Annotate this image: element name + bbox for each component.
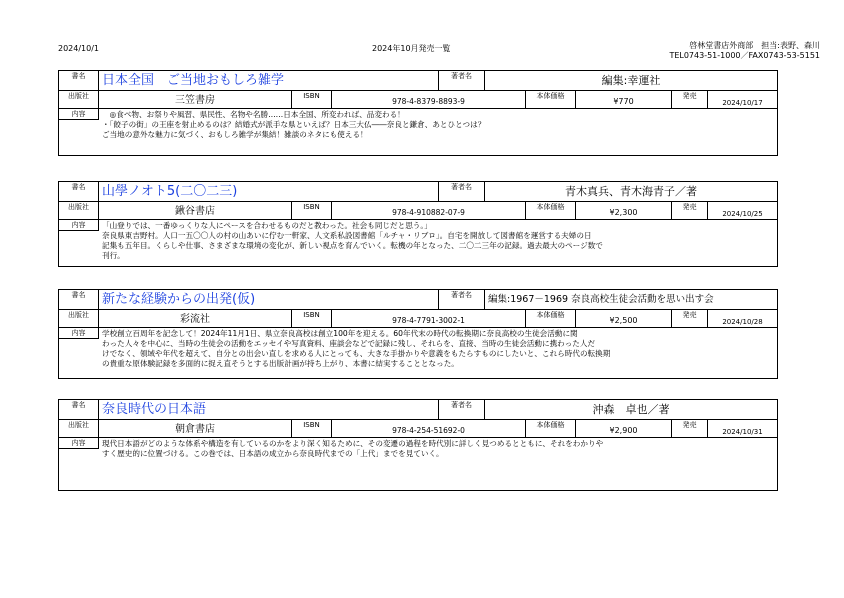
title-label-cell <box>59 400 99 419</box>
release-label-cell <box>672 91 708 108</box>
book-author-cell <box>485 71 777 90</box>
release-label: 発売 <box>682 311 697 319</box>
isbn-label: ISBN <box>303 203 320 211</box>
title-row <box>59 182 777 202</box>
book-price: ¥2,500 <box>609 316 638 325</box>
title-row <box>59 400 777 420</box>
author-label-cell <box>439 290 485 309</box>
isbn-label-cell <box>292 202 332 219</box>
price-label-cell <box>526 202 576 219</box>
release-label-cell <box>672 202 708 219</box>
book-publisher-cell <box>99 202 292 219</box>
price-label: 本体価格 <box>536 421 565 429</box>
detail-row <box>59 91 777 109</box>
price-label: 本体価格 <box>536 311 565 319</box>
book-price-cell <box>576 420 672 437</box>
book-price: ¥770 <box>613 97 634 106</box>
book-isbn-cell <box>332 310 526 327</box>
description-line: ◎食べ物、お祭りや風習、県民性、名物や名勝……日本全国、所変われば、品変わる！ <box>102 110 405 119</box>
release-date-cell <box>708 202 777 219</box>
book-entry <box>58 289 778 379</box>
description-line: 奈良県東吉野村。人口一五〇〇人の村の山あいに佇む一軒家、人文系私設図書館「ルチャ・リブロ」。自宅を開放して図書館を運営する夫婦の日 <box>102 231 592 240</box>
isbn-label-cell <box>292 420 332 437</box>
book-price-cell <box>576 91 672 108</box>
book-isbn: 978-4-7791-3002-1 <box>392 316 465 325</box>
book-publisher: 朝倉書店 <box>175 424 215 435</box>
title-label-cell <box>59 71 99 90</box>
description-line: の貴重な原体験記録を多面的に捉え直そうとする出版計画が持ち上がり、本書に結実することとなった。 <box>102 359 459 368</box>
publisher-label-cell <box>59 202 99 219</box>
book-description <box>99 328 777 370</box>
book-title-cell <box>99 400 439 419</box>
price-label-cell <box>526 310 576 327</box>
book-price: ¥2,900 <box>609 426 638 435</box>
publisher-label-cell <box>59 420 99 437</box>
release-date-cell <box>708 91 777 108</box>
price-label: 本体価格 <box>536 92 565 100</box>
book-publisher: 鍬谷書店 <box>175 206 215 217</box>
description-line: 記集も五年目。くらしや仕事、さまざまな環境の変化が、新しい視点を育んでいく。転機の年となった、二〇二三年の記録。過去最大のページ数で <box>102 241 603 250</box>
book-author-cell <box>485 290 777 309</box>
book-title-cell <box>99 71 439 90</box>
publisher-label: 出版社 <box>68 203 89 211</box>
list-date: 2024/10/1 <box>58 44 100 53</box>
detail-row <box>59 310 777 328</box>
book-publisher-cell <box>99 91 292 108</box>
book-author: 編集:幸運社 <box>601 74 661 87</box>
release-label-cell <box>672 420 708 437</box>
release-date: 2024/10/25 <box>722 210 763 218</box>
release-label: 発売 <box>682 92 697 100</box>
description-line: ご当地の意外な魅力に気づく、おもしろ雑学が集結！雑談のネタにも使える！ <box>102 130 368 139</box>
book-title-cell <box>99 290 439 309</box>
release-date: 2024/10/17 <box>722 99 763 107</box>
book-price-cell <box>576 202 672 219</box>
book-publisher: 彩流社 <box>180 314 210 325</box>
isbn-label-cell <box>292 91 332 108</box>
book-isbn: 978-4-254-51692-0 <box>392 426 465 435</box>
description-line: ・「餃子の街」の王座を射止めるのは？結婚式が派手な県といえば？日本三大仏――奈良と鎌倉、あとひとつは？ <box>102 120 486 129</box>
content-row <box>59 438 777 490</box>
book-publisher-cell <box>99 420 292 437</box>
book-title: 新たな経験からの出発(仮) <box>102 292 256 307</box>
content-label-cell <box>59 438 99 449</box>
book-isbn-cell <box>332 91 526 108</box>
description-line: 学校創立百周年を記念して！2024年11月1日、県立奈良高校は創立100年を迎える。60年代末の時代の転換期に奈良高校の生徒会活動に関 <box>102 329 578 338</box>
release-label: 発売 <box>682 203 697 211</box>
book-entry <box>58 399 778 491</box>
book-description <box>99 109 777 141</box>
title-label: 書名 <box>71 72 86 80</box>
book-author-cell <box>485 182 777 201</box>
title-label: 書名 <box>71 401 86 409</box>
title-row <box>59 290 777 310</box>
description-line: わった人々を中心に、当時の生徒会の活動をエッセイや写真資料、座談会などで記録に残し、それらを、直接、当時の生徒会活動に携わった人だ <box>102 339 596 348</box>
author-label: 著者名 <box>451 183 472 191</box>
book-description <box>99 220 777 262</box>
price-label: 本体価格 <box>536 203 565 211</box>
content-label: 内容 <box>71 439 86 447</box>
publisher-label-cell <box>59 91 99 108</box>
title-label-cell <box>59 290 99 309</box>
author-label: 著者名 <box>451 72 472 80</box>
book-title: 奈良時代の日本語 <box>102 402 207 417</box>
content-row <box>59 328 777 378</box>
author-label: 著者名 <box>451 291 472 299</box>
book-title-cell <box>99 182 439 201</box>
isbn-label-cell <box>292 310 332 327</box>
content-row <box>59 220 777 266</box>
isbn-label: ISBN <box>303 421 320 429</box>
content-label: 内容 <box>71 221 86 229</box>
description-line: けでなく、領域や年代を超えて、自分との出会い直しを求める人にとっても、大きな手掛かりや意義をもたらすものにしたいと、これら時代の転換期 <box>102 349 611 358</box>
book-author: 青木真兵、青木海青子／著 <box>565 185 697 198</box>
release-date-cell <box>708 420 777 437</box>
price-label-cell <box>526 91 576 108</box>
company-info: 啓林堂書店外商部 担当:表野、森川 <box>689 41 820 50</box>
title-label: 書名 <box>71 183 86 191</box>
book-entry <box>58 181 778 267</box>
description-line: すく歴史的に位置づける。この巻では、日本語の成立から奈良時代までの「上代」までを見ていく。 <box>102 449 444 458</box>
release-date: 2024/10/31 <box>722 428 763 436</box>
description-line: 現代日本語がどのような体系や構造を有しているのかをより深く知るために、その変遷の過程を時代別に詳しく見つめるとともに、それをわかりや <box>102 439 604 448</box>
publisher-label: 出版社 <box>68 92 89 100</box>
publisher-label: 出版社 <box>68 311 89 319</box>
contact-info: TEL0743-51-1000／FAX0743-53-5151 <box>669 51 820 60</box>
publisher-label-cell <box>59 310 99 327</box>
book-author-cell <box>485 400 777 419</box>
author-label-cell <box>439 400 485 419</box>
publisher-label: 出版社 <box>68 421 89 429</box>
content-row <box>59 109 777 155</box>
page-title: 2024年10月発売一覧 <box>372 44 451 53</box>
book-publisher-cell <box>99 310 292 327</box>
release-date-cell <box>708 310 777 327</box>
description-line: 「山登りでは、一番ゆっくりな人にペースを合わせるものだと教わった。社会も同じだと思う。」 <box>102 221 432 230</box>
book-isbn-cell <box>332 202 526 219</box>
content-label-cell <box>59 220 99 231</box>
book-isbn-cell <box>332 420 526 437</box>
content-label: 内容 <box>71 329 86 337</box>
content-label-cell <box>59 328 99 339</box>
price-label-cell <box>526 420 576 437</box>
release-label-cell <box>672 310 708 327</box>
content-label: 内容 <box>71 110 86 118</box>
author-label-cell <box>439 182 485 201</box>
book-description <box>99 438 777 460</box>
description-line: 刊行。 <box>102 251 125 260</box>
detail-row <box>59 202 777 220</box>
book-entry <box>58 70 778 156</box>
book-price: ¥2,300 <box>609 208 638 217</box>
author-label-cell <box>439 71 485 90</box>
book-publisher: 三笠書房 <box>175 95 215 106</box>
title-label-cell <box>59 182 99 201</box>
book-price-cell <box>576 310 672 327</box>
book-author: 編集:1967－1969 奈良高校生徒会活動を思い出す会 <box>488 294 714 305</box>
book-title: 日本全国 ご当地おもしろ雑学 <box>102 73 285 88</box>
book-isbn: 978-4-910882-07-9 <box>392 208 465 217</box>
book-author: 沖森 卓也／著 <box>592 403 670 416</box>
isbn-label: ISBN <box>303 92 320 100</box>
book-isbn: 978-4-8379-8893-9 <box>392 97 465 106</box>
release-label: 発売 <box>682 421 697 429</box>
release-date: 2024/10/28 <box>722 318 763 326</box>
isbn-label: ISBN <box>303 311 320 319</box>
title-label: 書名 <box>71 291 86 299</box>
author-label: 著者名 <box>451 401 472 409</box>
title-row <box>59 71 777 91</box>
content-label-cell <box>59 109 99 120</box>
detail-row <box>59 420 777 438</box>
book-title: 山學ノオト5(二〇二三) <box>102 184 238 199</box>
